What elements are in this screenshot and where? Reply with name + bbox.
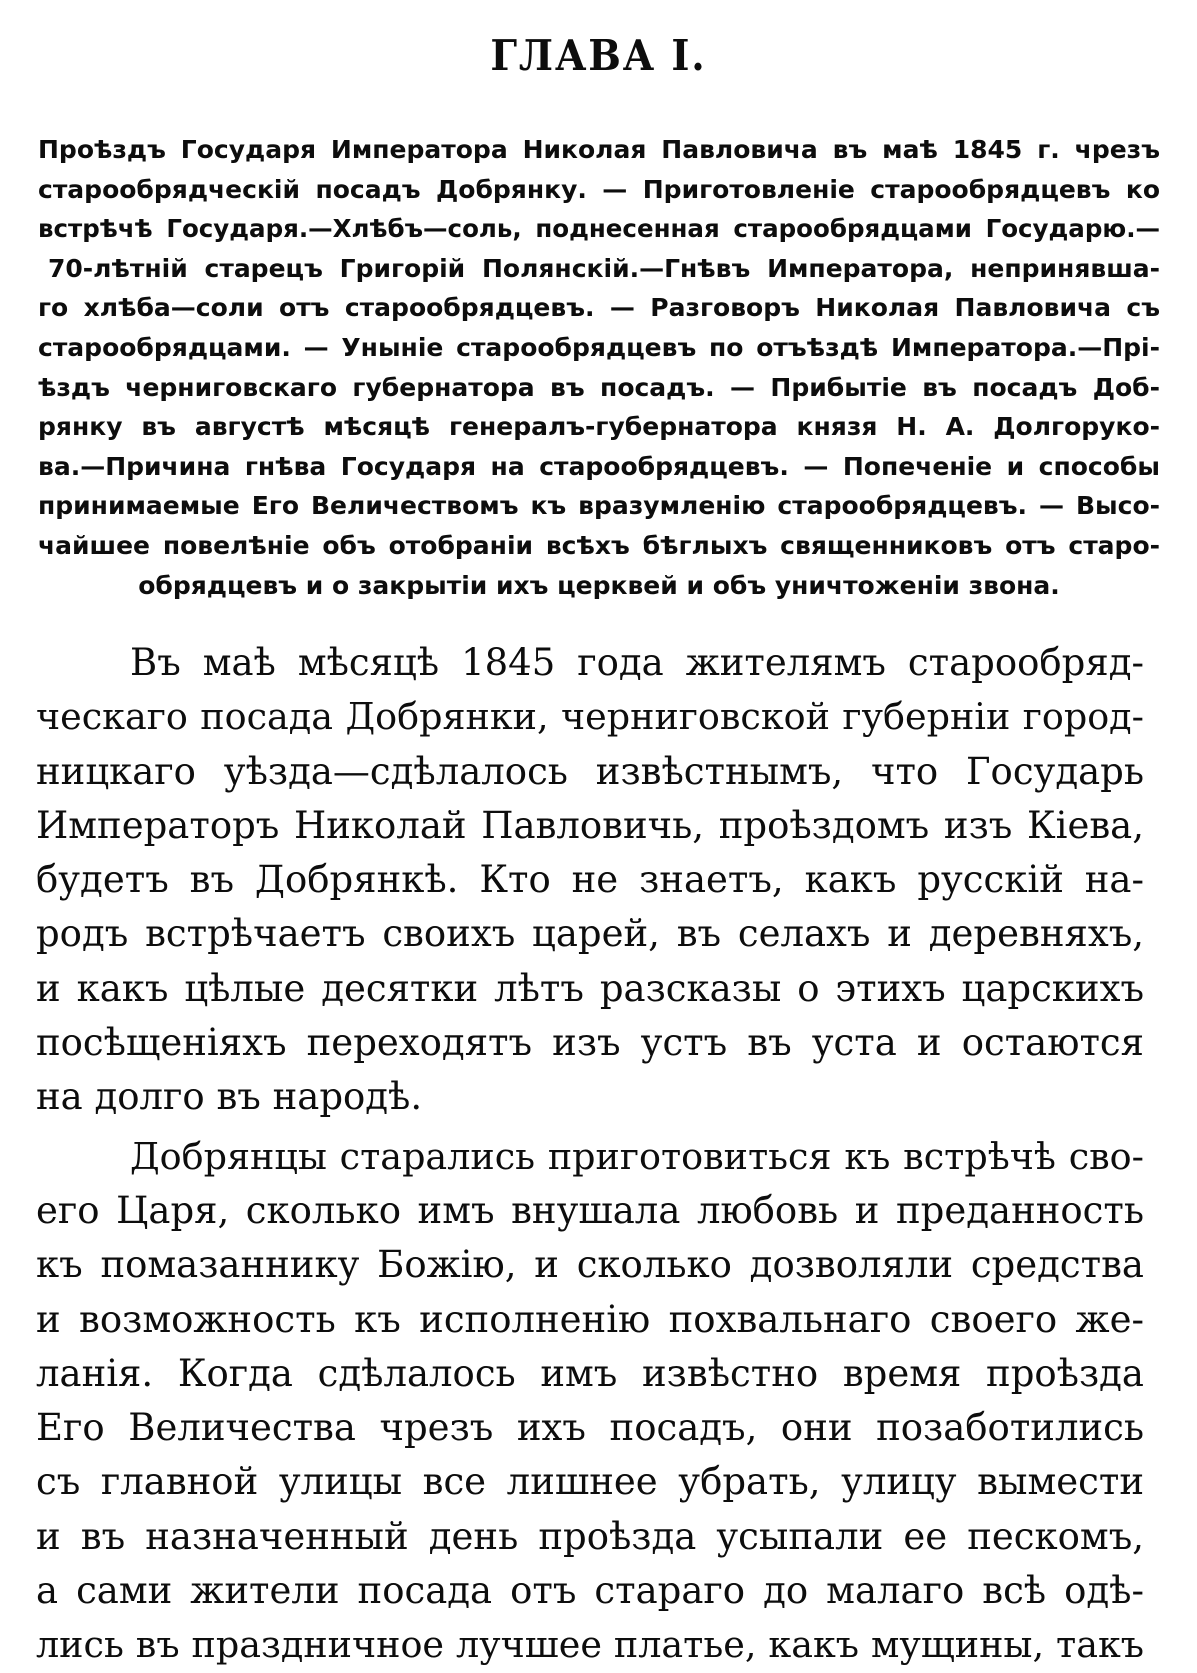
summary-line: чайшее повелѣніе объ отобраніи всѣхъ бѣглыхъ священниковъ отъ старо- [38,530,1160,560]
summary-line: ѣздъ черниговскаго губернатора въ посадъ. — Прибытіе въ посадъ Доб- [38,372,1160,402]
paragraph-line: и въ назначенный день проѣзда усыпали ее пескомъ, [36,1514,1144,1558]
paragraph-line: къ помазаннику Божію, и сколько дозволяли средства [36,1243,1144,1287]
paragraph-line: и какъ цѣлые десятки лѣтъ разсказы о этихъ царскихъ [36,966,1144,1010]
summary-line: встрѣчѣ Государя.—Хлѣбъ—соль, поднесенная старообрядцами Государю.— [38,214,1160,244]
body-text [36,636,1144,1673]
summary-line: ва.—Причина гнѣва Государя на старообрядцевъ. — Попеченіе и способы [38,451,1160,481]
summary-line: старообрядцами. — Уныніе старообрядцевъ по отъѣздѣ Императора.—Прі- [38,332,1160,362]
paragraph-line: ланія. Когда сдѣлалось имъ извѣстно время проѣзда [36,1351,1144,1395]
paragraph-line: на долго въ народѣ. [36,1075,423,1119]
paragraph-1 [36,636,1144,1125]
paragraph-line: Въ маѣ мѣсяцѣ 1845 года жителямъ старообряд- [130,641,1144,684]
summary-line: 70-лѣтній старецъ Григорій Полянскій.—Гнѣвъ Императора, непринявша- [48,253,1160,283]
paragraph-line: родъ встрѣчаетъ своихъ царей, въ селахъ и деревняхъ, [36,912,1144,956]
summary-line: рянку въ августѣ мѣсяцѣ генералъ-губернатора князя Н. А. Долгоруко- [38,412,1160,442]
summary-line: Проѣздъ Государя Императора Николая Павловича въ маѣ 1845 г. чрезъ [38,135,1160,164]
paragraph-line: Императоръ Николай Павловичь, проѣздомъ изъ Кіева, [36,803,1144,847]
paragraph-2 [36,1130,1144,1673]
paragraph-line: Его Величества чрезъ ихъ посадъ, они позаботились [36,1406,1144,1450]
summary-line: старообрядческій посадъ Добрянку. — Приготовленіе старообрядцевъ ко [38,174,1160,204]
paragraph-line: Добрянцы старались приготовиться къ встрѣчѣ сво- [130,1134,1144,1178]
paragraph-line: а сами жители посада отъ стараго до малаго всѣ одѣ- [36,1569,1144,1613]
paragraph-line: будетъ въ Добрянкѣ. Кто не знаетъ, какъ русскій на- [36,858,1144,902]
summary-line: обрядцевъ и о закрытіи ихъ церквей и объ уничтоженіи звона. [138,570,1060,600]
paragraph-line: ческаго посада Добрянки, черниговской губерніи город- [36,695,1144,739]
paragraph-line: ницкаго уѣзда—сдѣлалось извѣстнымъ, что Государь [36,749,1144,793]
paragraph-line: и возможность къ исполненію похвальнаго своего же- [36,1297,1144,1341]
paragraph-line: съ главной улицы все лишнее убрать, улицу вымести [36,1460,1144,1504]
paragraph-line: лись въ праздничное лучшее платье, какъ мущины, такъ [36,1623,1144,1667]
summary-line: го хлѣба—соли отъ старообрядцевъ. — Разговоръ Николая Павловича съ [38,293,1160,323]
summary-line: принимаемые Его Величествомъ къ вразумленію старообрядцевъ. — Высо- [38,491,1160,521]
chapter-title: ГЛАВА I. [490,31,707,80]
chapter-summary [38,130,1160,605]
paragraph-line: его Царя, сколько имъ внушала любовь и преданность [36,1188,1144,1232]
paragraph-line: посѣщеніяхъ переходятъ изъ устъ въ уста и остаются [36,1021,1144,1065]
